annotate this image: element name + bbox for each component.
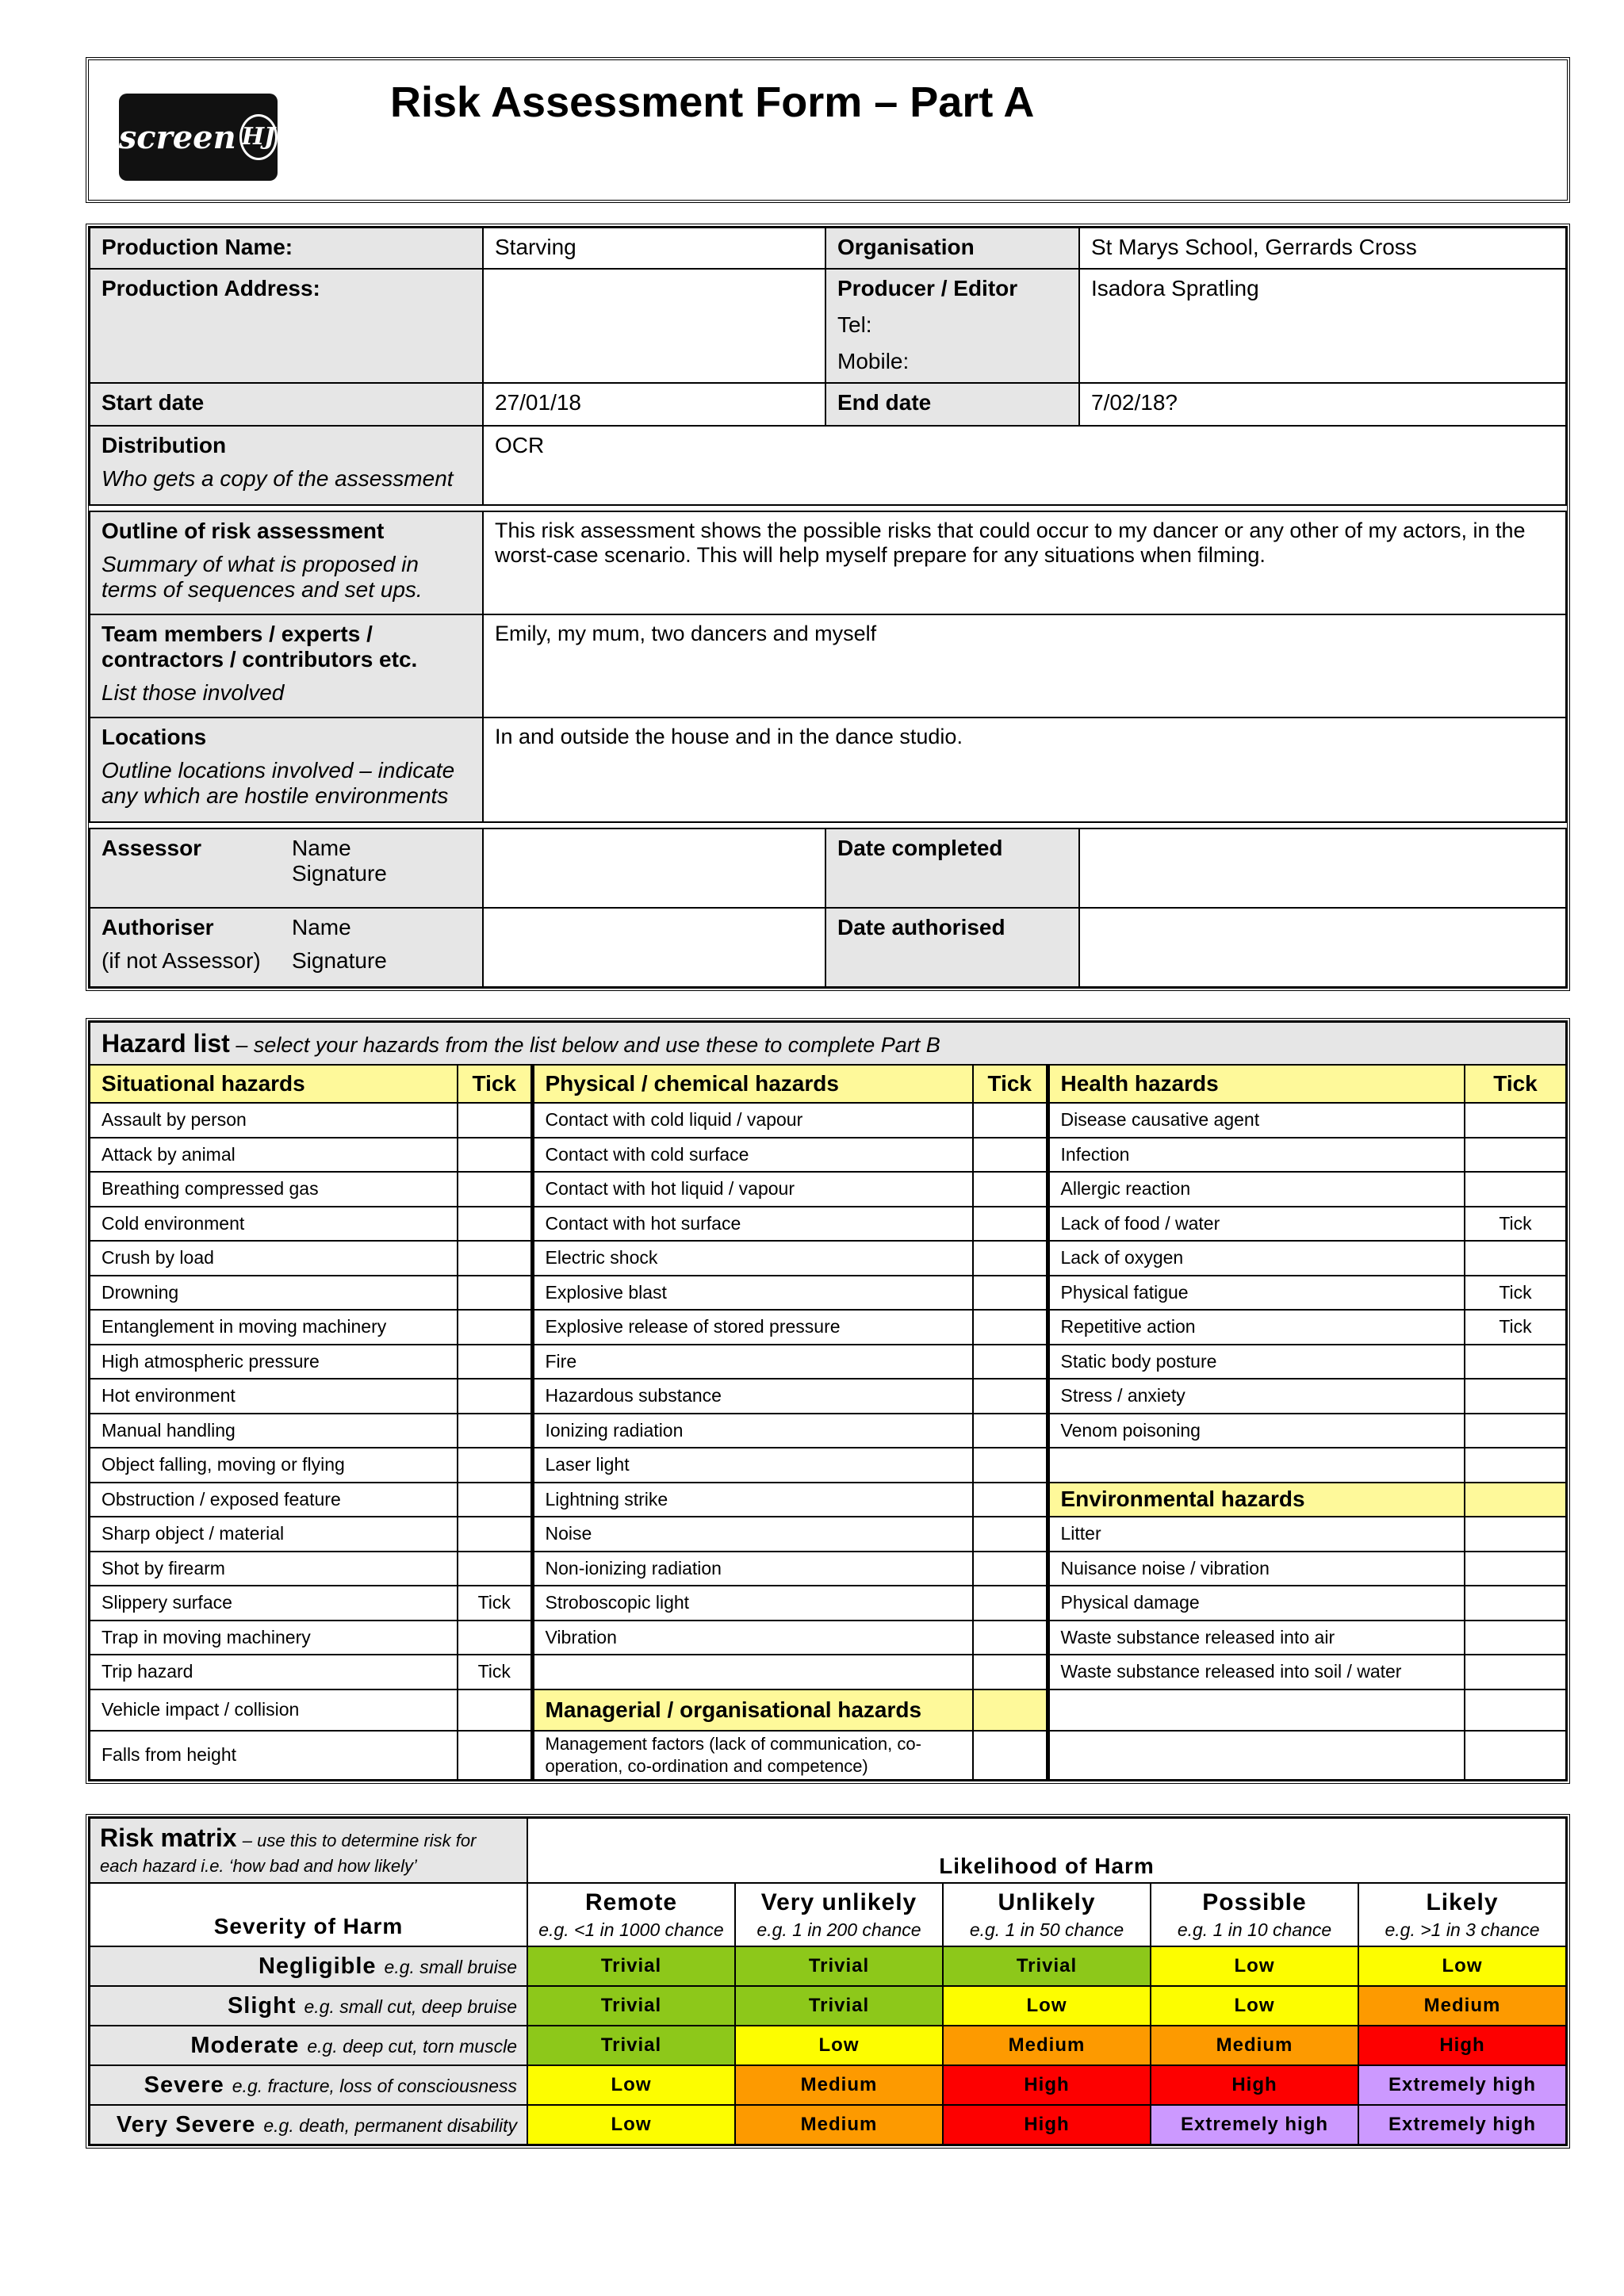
- health-tick[interactable]: [1465, 1731, 1566, 1780]
- risk-level-cell: Extremely high: [1358, 2065, 1566, 2105]
- situational-tick[interactable]: Tick: [458, 1655, 532, 1689]
- physical-hazard: Contact with hot surface: [532, 1207, 973, 1242]
- risk-level-cell: High: [1358, 2026, 1566, 2065]
- risk-level-cell: Low: [527, 2065, 735, 2105]
- severity-row: [90, 2105, 1566, 2145]
- physical-hazard: Management factors (lack of communication, co-operation, co-ordination and competence): [532, 1731, 973, 1780]
- severity-slight: [90, 1986, 527, 2026]
- outline-label: Outline of risk assessment: [102, 519, 385, 543]
- physical-hazard: Laser light: [532, 1448, 973, 1483]
- situational-tick[interactable]: [458, 1517, 532, 1552]
- severity-name: Slight: [227, 1992, 297, 2019]
- situational-hazard: Object falling, moving or flying: [90, 1448, 458, 1483]
- situational-hazard: Shot by firearm: [90, 1552, 458, 1586]
- assessor-signature-label: Signature: [292, 861, 387, 886]
- team-label-cell: [90, 614, 483, 718]
- situational-tick[interactable]: [458, 1483, 532, 1517]
- severity-name: Moderate: [190, 2032, 300, 2058]
- end-date-field[interactable]: 7/02/18?: [1079, 383, 1566, 426]
- authoriser-field[interactable]: [483, 908, 825, 987]
- organisation-label: Organisation: [825, 228, 1079, 269]
- health-tick[interactable]: Tick: [1465, 1207, 1566, 1242]
- severity-row: [90, 2026, 1566, 2065]
- likelihood-label: Likelihood of Harm: [527, 1818, 1566, 1883]
- severity-example: e.g. small bruise: [384, 1956, 517, 1977]
- situational-tick[interactable]: [458, 1552, 532, 1586]
- physical-hazard: Electric shock: [532, 1241, 973, 1276]
- severity-example: e.g. small cut, deep bruise: [304, 1996, 517, 2017]
- likelihood-likely: [1358, 1883, 1566, 1946]
- physical-tick[interactable]: [973, 1241, 1048, 1276]
- health-tick[interactable]: [1465, 1586, 1566, 1621]
- situational-tick[interactable]: [458, 1276, 532, 1311]
- risk-level-cell: Trivial: [735, 1946, 943, 1986]
- start-date-field[interactable]: 27/01/18: [483, 383, 825, 426]
- situational-hazard: Assault by person: [90, 1103, 458, 1138]
- situational-tick[interactable]: [458, 1241, 532, 1276]
- severity-example: e.g. fracture, loss of consciousness: [232, 2075, 517, 2096]
- hazard-row: [90, 1414, 1566, 1448]
- risk-level-cell: High: [943, 2065, 1151, 2105]
- health-hazard: [1048, 1448, 1465, 1483]
- health-hazard: Infection: [1048, 1138, 1465, 1173]
- likelihood-very-unlikely: [735, 1883, 943, 1946]
- organisation-field[interactable]: St Marys School, Gerrards Cross: [1079, 228, 1566, 269]
- physical-tick[interactable]: [973, 1103, 1048, 1138]
- physical-hazard: Stroboscopic light: [532, 1586, 973, 1621]
- physical-tick[interactable]: [973, 1379, 1048, 1414]
- hazard-row: [90, 1552, 1566, 1586]
- situational-hazard: High atmospheric pressure: [90, 1345, 458, 1380]
- health-tick[interactable]: [1465, 1345, 1566, 1380]
- health-hazard: Lack of food / water: [1048, 1207, 1465, 1242]
- likelihood-name: Possible: [1202, 1888, 1307, 1915]
- distribution-hint: Who gets a copy of the assessment: [102, 466, 454, 491]
- distribution-label-cell: [90, 426, 483, 505]
- physical-tick[interactable]: [973, 1345, 1048, 1380]
- physical-tick[interactable]: [973, 1138, 1048, 1173]
- hazard-row: [90, 1586, 1566, 1621]
- health-hazard: Physical fatigue: [1048, 1276, 1465, 1311]
- outline-field[interactable]: This risk assessment shows the possible risks that could occur to my dancer or any other of my actors, in the worst-case scenario. This will help myself prepare for any situations when filming.: [483, 511, 1566, 614]
- physical-hazard: Vibration: [532, 1621, 973, 1655]
- health-hazard: Nuisance noise / vibration: [1048, 1552, 1465, 1586]
- health-hazard: Litter: [1048, 1517, 1465, 1552]
- risk-level-cell: Trivial: [943, 1946, 1151, 1986]
- situational-tick[interactable]: [458, 1345, 532, 1380]
- team-hint: List those involved: [102, 680, 285, 705]
- physical-tick[interactable]: [973, 1172, 1048, 1207]
- form-header: [86, 57, 1570, 203]
- risk-matrix: [86, 1814, 1570, 2149]
- situational-hazard: Drowning: [90, 1276, 458, 1311]
- physical-tick[interactable]: [973, 1414, 1048, 1448]
- health-tick[interactable]: [1465, 1621, 1566, 1655]
- team-field[interactable]: Emily, my mum, two dancers and myself: [483, 614, 1566, 718]
- severity-row: [90, 1986, 1566, 2026]
- likelihood-example: e.g. 1 in 10 chance: [1177, 1919, 1332, 1940]
- risk-level-cell: Medium: [1358, 1986, 1566, 2026]
- physical-hazard: [532, 1655, 973, 1689]
- likelihood-example: e.g. 1 in 200 chance: [756, 1919, 921, 1940]
- locations-label: Locations: [102, 725, 207, 749]
- health-hazard: [1048, 1689, 1465, 1731]
- situational-tick[interactable]: [458, 1448, 532, 1483]
- risk-level-cell: Trivial: [527, 1946, 735, 1986]
- assessor-label: Assessor: [102, 836, 202, 860]
- assessor-name-label: Name: [292, 836, 351, 860]
- situational-hazard: Sharp object / material: [90, 1517, 458, 1552]
- physical-tick[interactable]: [973, 1731, 1048, 1780]
- hazard-list: [86, 1018, 1570, 1784]
- assessor-field[interactable]: [483, 828, 825, 908]
- hazard-list-title: Hazard list: [102, 1028, 230, 1058]
- hazard-row: [90, 1517, 1566, 1552]
- physical-hazard: Hazardous substance: [532, 1379, 973, 1414]
- health-hazard: Disease causative agent: [1048, 1103, 1465, 1138]
- situational-hazard: Attack by animal: [90, 1138, 458, 1173]
- health-tick[interactable]: [1465, 1103, 1566, 1138]
- screenhj-logo: screen HJ: [119, 94, 278, 181]
- locations-field[interactable]: In and outside the house and in the dance studio.: [483, 718, 1566, 822]
- risk-level-cell: Medium: [735, 2065, 943, 2105]
- severity-row: [90, 2065, 1566, 2105]
- mobile-label: Mobile:: [837, 349, 910, 373]
- hazard-row: [90, 1483, 1566, 1517]
- physical-tick[interactable]: [973, 1276, 1048, 1311]
- physical-tick[interactable]: [973, 1655, 1048, 1689]
- health-hazard: Static body posture: [1048, 1345, 1465, 1380]
- health-hazard: Waste substance released into air: [1048, 1621, 1465, 1655]
- situational-hazard: Entanglement in moving machinery: [90, 1310, 458, 1345]
- physical-tick[interactable]: [973, 1517, 1048, 1552]
- health-header: Health hazards: [1048, 1065, 1465, 1103]
- situational-hazard: Breathing compressed gas: [90, 1172, 458, 1207]
- managerial-header: Managerial / organisational hazards: [532, 1689, 973, 1731]
- outline-label-cell: [90, 511, 483, 614]
- producer-label-cell: [825, 269, 1079, 383]
- physical-tick[interactable]: [973, 1310, 1048, 1345]
- risk-level-cell: Medium: [943, 2026, 1151, 2065]
- physical-tick[interactable]: [973, 1207, 1048, 1242]
- start-date-label: Start date: [90, 383, 483, 426]
- health-hazard: Physical damage: [1048, 1586, 1465, 1621]
- risk-level-cell: Low: [527, 2105, 735, 2145]
- likelihood-name: Likely: [1426, 1888, 1499, 1915]
- situational-tick[interactable]: [458, 1689, 532, 1731]
- health-hazard: Lack of oxygen: [1048, 1241, 1465, 1276]
- situational-hazard: Slippery surface: [90, 1586, 458, 1621]
- health-hazard: Stress / anxiety: [1048, 1379, 1465, 1414]
- risk-level-cell: Trivial: [527, 2026, 735, 2065]
- hazard-row: [90, 1621, 1566, 1655]
- hazard-list-title-cell: [90, 1022, 1566, 1065]
- risk-level-cell: High: [1151, 2065, 1358, 2105]
- distribution-label: Distribution: [102, 433, 227, 457]
- likelihood-name: Remote: [584, 1888, 678, 1915]
- physical-header: Physical / chemical hazards: [532, 1065, 973, 1103]
- physical-tick[interactable]: [973, 1483, 1048, 1517]
- likelihood-name: Unlikely: [998, 1888, 1096, 1915]
- health-hazard: Allergic reaction: [1048, 1172, 1465, 1207]
- hazard-row: [90, 1689, 1566, 1731]
- production-address-label: Production Address:: [90, 269, 483, 383]
- date-authorised-label: Date authorised: [825, 908, 1079, 987]
- tick-header: Tick: [458, 1065, 532, 1103]
- authoriser-note: (if not Assessor): [102, 948, 261, 973]
- likelihood-name: Very unlikely: [760, 1888, 917, 1915]
- tick-header: Tick: [1465, 1065, 1566, 1103]
- distribution-field[interactable]: OCR: [483, 426, 1566, 505]
- hazard-row: [90, 1655, 1566, 1689]
- tel-label: Tel:: [837, 312, 872, 337]
- physical-hazard: Contact with hot liquid / vapour: [532, 1172, 973, 1207]
- production-info: [86, 224, 1570, 991]
- health-hazard: Repetitive action: [1048, 1310, 1465, 1345]
- health-tick[interactable]: Tick: [1465, 1310, 1566, 1345]
- risk-level-cell: Extremely high: [1151, 2105, 1358, 2145]
- hazard-row: [90, 1379, 1566, 1414]
- health-tick[interactable]: [1465, 1448, 1566, 1483]
- physical-hazard: Contact with cold surface: [532, 1138, 973, 1173]
- situational-tick[interactable]: [458, 1414, 532, 1448]
- health-hazard: Waste substance released into soil / water: [1048, 1655, 1465, 1689]
- assessor-label-cell: [90, 828, 483, 908]
- authoriser-label: Authoriser: [102, 915, 214, 939]
- risk-level-cell: Low: [1151, 1946, 1358, 1986]
- situational-tick[interactable]: [458, 1207, 532, 1242]
- risk-level-cell: Medium: [1151, 2026, 1358, 2065]
- physical-tick[interactable]: [973, 1552, 1048, 1586]
- situational-tick[interactable]: [458, 1310, 532, 1345]
- situational-tick[interactable]: [458, 1172, 532, 1207]
- likelihood-possible: [1151, 1883, 1358, 1946]
- risk-level-cell: Trivial: [735, 1986, 943, 2026]
- date-completed-label: Date completed: [825, 828, 1079, 908]
- likelihood-example: e.g. >1 in 3 chance: [1385, 1919, 1540, 1940]
- situational-hazard: Cold environment: [90, 1207, 458, 1242]
- severity-example: e.g. deep cut, torn muscle: [307, 2035, 517, 2057]
- situational-hazard: Manual handling: [90, 1414, 458, 1448]
- situational-tick[interactable]: Tick: [458, 1586, 532, 1621]
- date-authorised-field[interactable]: [1079, 908, 1566, 987]
- likelihood-example: e.g. 1 in 50 chance: [969, 1919, 1124, 1940]
- physical-hazard: Ionizing radiation: [532, 1414, 973, 1448]
- team-label: Team members / experts / contractors / contributors etc.: [102, 622, 418, 672]
- severity-very-severe: [90, 2105, 527, 2145]
- physical-hazard: Explosive blast: [532, 1276, 973, 1311]
- production-name-label: Production Name:: [90, 228, 483, 269]
- authoriser-name-label: Name: [292, 915, 351, 939]
- locations-hint: Outline locations involved – indicate any which are hostile environments: [102, 758, 455, 808]
- situational-hazard: Falls from height: [90, 1731, 458, 1780]
- risk-matrix-hint: – use this to determine risk for each hazard i.e. ‘how bad and how likely’: [100, 1831, 477, 1876]
- health-hazard: Venom poisoning: [1048, 1414, 1465, 1448]
- health-hazard: [1048, 1731, 1465, 1780]
- locations-label-cell: [90, 718, 483, 822]
- authoriser-signature-label: Signature: [292, 948, 387, 973]
- severity-moderate: [90, 2026, 527, 2065]
- physical-hazard: Non-ionizing radiation: [532, 1552, 973, 1586]
- end-date-label: End date: [825, 383, 1079, 426]
- hazard-row: [90, 1207, 1566, 1242]
- situational-hazard: Crush by load: [90, 1241, 458, 1276]
- situational-hazard: Trip hazard: [90, 1655, 458, 1689]
- situational-tick[interactable]: [458, 1379, 532, 1414]
- health-tick[interactable]: [1465, 1138, 1566, 1173]
- physical-tick[interactable]: [973, 1448, 1048, 1483]
- physical-hazard: Lightning strike: [532, 1483, 973, 1517]
- health-tick[interactable]: [1465, 1517, 1566, 1552]
- hazard-row: [90, 1103, 1566, 1138]
- hazard-row: [90, 1345, 1566, 1380]
- page-title: Risk Assessment Form – Part A: [390, 78, 1035, 126]
- health-tick[interactable]: [1465, 1379, 1566, 1414]
- health-tick[interactable]: [1465, 1172, 1566, 1207]
- severity-name: Very Severe: [116, 2111, 256, 2137]
- risk-level-cell: Low: [1151, 1986, 1358, 2026]
- risk-level-cell: Extremely high: [1358, 2105, 1566, 2145]
- health-tick[interactable]: [1465, 1414, 1566, 1448]
- hazard-row: [90, 1310, 1566, 1345]
- likelihood-example: e.g. <1 in 1000 chance: [538, 1919, 724, 1940]
- physical-hazard: Noise: [532, 1517, 973, 1552]
- hazard-row: [90, 1138, 1566, 1173]
- hazard-row: [90, 1172, 1566, 1207]
- situational-tick[interactable]: [458, 1621, 532, 1655]
- situational-hazard: Obstruction / exposed feature: [90, 1483, 458, 1517]
- production-name-field[interactable]: Starving: [483, 228, 825, 269]
- production-address-field[interactable]: [483, 269, 825, 383]
- date-completed-field[interactable]: [1079, 828, 1566, 908]
- health-tick[interactable]: Tick: [1465, 1276, 1566, 1311]
- risk-matrix-title: Risk matrix: [100, 1823, 237, 1852]
- severity-negligible: [90, 1946, 527, 1986]
- physical-tick[interactable]: [973, 1586, 1048, 1621]
- severity-severe: [90, 2065, 527, 2105]
- situational-tick[interactable]: [458, 1138, 532, 1173]
- hazard-row: [90, 1241, 1566, 1276]
- outline-hint: Summary of what is proposed in terms of sequences and set ups.: [102, 552, 423, 602]
- severity-label: Severity of Harm: [90, 1883, 527, 1946]
- risk-level-cell: High: [943, 2105, 1151, 2145]
- situational-hazard: Hot environment: [90, 1379, 458, 1414]
- hazard-list-subtitle: – select your hazards from the list below and use these to complete Part B: [236, 1032, 940, 1057]
- hazard-row: [90, 1731, 1566, 1780]
- tick-header: Tick: [973, 1065, 1048, 1103]
- situational-hazard: Trap in moving machinery: [90, 1621, 458, 1655]
- severity-row: [90, 1946, 1566, 1986]
- physical-tick[interactable]: [973, 1621, 1048, 1655]
- likelihood-unlikely: [943, 1883, 1151, 1946]
- hazard-row: [90, 1448, 1566, 1483]
- situational-header: Situational hazards: [90, 1065, 458, 1103]
- risk-level-cell: Low: [943, 1986, 1151, 2026]
- health-tick[interactable]: [1465, 1552, 1566, 1586]
- likelihood-remote: [527, 1883, 735, 1946]
- health-tick[interactable]: [1465, 1689, 1566, 1731]
- physical-tick[interactable]: [973, 1689, 1048, 1731]
- physical-hazard: Explosive release of stored pressure: [532, 1310, 973, 1345]
- producer-label: Producer / Editor: [837, 276, 1018, 300]
- situational-tick[interactable]: [458, 1103, 532, 1138]
- hazard-row: [90, 1276, 1566, 1311]
- health-tick[interactable]: [1465, 1241, 1566, 1276]
- severity-example: e.g. death, permanent disability: [263, 2114, 517, 2136]
- risk-level-cell: Trivial: [527, 1986, 735, 2026]
- health-tick[interactable]: [1465, 1483, 1566, 1517]
- severity-name: Negligible: [258, 1953, 377, 1979]
- situational-tick[interactable]: [458, 1731, 532, 1780]
- environmental-header: Environmental hazards: [1048, 1483, 1465, 1517]
- risk-level-cell: Low: [735, 2026, 943, 2065]
- health-tick[interactable]: [1465, 1655, 1566, 1689]
- physical-hazard: Contact with cold liquid / vapour: [532, 1103, 973, 1138]
- risk-level-cell: Low: [1358, 1946, 1566, 1986]
- severity-name: Severe: [144, 2072, 224, 2098]
- physical-hazard: Fire: [532, 1345, 973, 1380]
- situational-hazard: Vehicle impact / collision: [90, 1689, 458, 1731]
- risk-matrix-title-cell: [90, 1818, 527, 1883]
- producer-field[interactable]: Isadora Spratling: [1079, 269, 1566, 383]
- authoriser-label-cell: [90, 908, 483, 987]
- risk-level-cell: Medium: [735, 2105, 943, 2145]
